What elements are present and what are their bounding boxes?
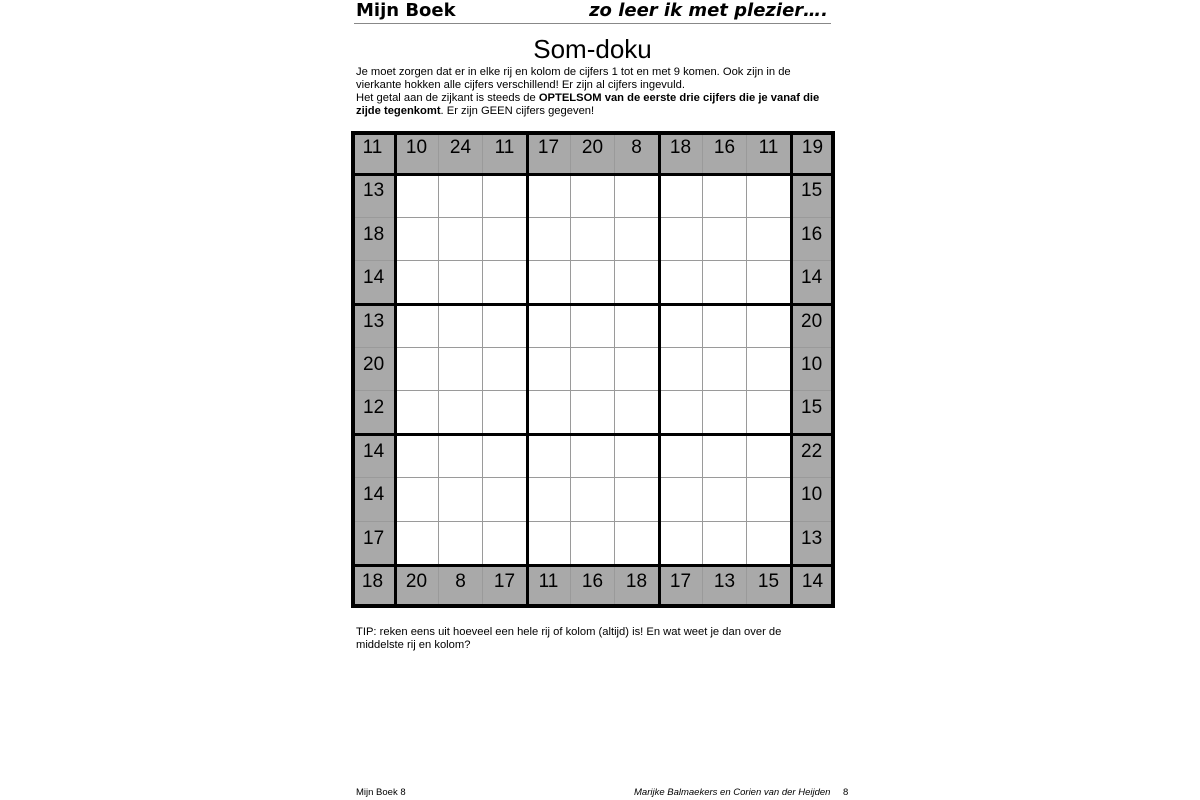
right-clue-value: 20 — [801, 310, 823, 332]
left-clue[interactable] — [351, 435, 395, 478]
sudoku-cell[interactable] — [703, 174, 747, 217]
sudoku-cell[interactable] — [703, 218, 747, 261]
left-clue[interactable] — [351, 261, 395, 304]
sudoku-cell[interactable] — [527, 435, 571, 478]
bottom-clue-value: 17 — [493, 571, 516, 592]
bottom-clue — [791, 565, 835, 608]
left-clue-value: 13 — [363, 180, 385, 202]
top-clue — [659, 131, 703, 174]
sudoku-cell[interactable] — [483, 435, 527, 478]
sudoku-cell[interactable] — [395, 391, 439, 434]
sudoku-cell[interactable] — [571, 391, 615, 434]
sudoku-cell[interactable] — [747, 435, 791, 478]
sudoku-cell[interactable] — [571, 348, 615, 391]
left-clue-value: 14 — [363, 440, 385, 462]
sudoku-cell[interactable] — [659, 478, 703, 521]
bottom-clue — [747, 565, 791, 608]
sudoku-cell[interactable] — [571, 218, 615, 261]
sudoku-cell[interactable] — [527, 478, 571, 521]
left-clue[interactable] — [351, 391, 395, 434]
grid-thick-line — [351, 173, 835, 176]
bottom-clue — [439, 565, 483, 608]
sudoku-cell[interactable] — [483, 522, 527, 565]
left-clue[interactable] — [351, 478, 395, 521]
bottom-clue-value: 18 — [361, 571, 384, 592]
sudoku-cell[interactable] — [615, 174, 659, 217]
right-clue[interactable] — [791, 391, 835, 434]
left-clue-value: 17 — [363, 527, 385, 549]
tip-text — [356, 626, 826, 652]
page-title: Som-doku — [533, 34, 652, 64]
sudoku-cell[interactable] — [747, 261, 791, 304]
right-clue[interactable] — [791, 261, 835, 304]
bottom-clue-value: 16 — [581, 571, 604, 592]
somdoku-grid — [351, 131, 835, 609]
sudoku-cell[interactable] — [527, 218, 571, 261]
tip-line-2: middelste rij en kolom? — [356, 639, 471, 651]
left-clue[interactable] — [351, 174, 395, 217]
top-clue — [395, 131, 439, 174]
top-clue-value: 11 — [362, 137, 383, 158]
left-clue[interactable] — [351, 348, 395, 391]
sudoku-cell[interactable] — [527, 305, 571, 348]
top-clue — [615, 131, 659, 174]
right-clue[interactable] — [791, 522, 835, 565]
sudoku-cell[interactable] — [395, 435, 439, 478]
sudoku-cell[interactable] — [703, 391, 747, 434]
sudoku-cell[interactable] — [439, 305, 483, 348]
sudoku-cell[interactable] — [483, 218, 527, 261]
right-clue-value: 16 — [801, 223, 823, 245]
right-clue[interactable] — [791, 218, 835, 261]
bottom-clue — [527, 565, 571, 608]
sudoku-cell[interactable] — [747, 478, 791, 521]
sudoku-cell[interactable] — [395, 478, 439, 521]
top-clue-value: 10 — [405, 137, 428, 158]
sudoku-cell[interactable] — [659, 435, 703, 478]
grid-thick-line — [351, 131, 835, 135]
bottom-clue — [659, 565, 703, 608]
grid-thick-line — [351, 433, 835, 436]
bottom-clue-value: 15 — [757, 571, 780, 592]
grid-thick-line — [351, 604, 835, 608]
right-clue-value: 13 — [801, 527, 823, 549]
left-clue[interactable] — [351, 305, 395, 348]
top-clue-value: 11 — [494, 137, 515, 158]
sudoku-cell[interactable] — [395, 348, 439, 391]
bottom-clue-value: 8 — [455, 571, 466, 592]
left-clue-value: 14 — [363, 267, 385, 289]
top-clue-value: 20 — [581, 137, 604, 158]
sudoku-cell[interactable] — [483, 261, 527, 304]
grid-thick-line — [351, 303, 835, 306]
right-clue-value: 15 — [801, 397, 823, 419]
sudoku-cell[interactable] — [659, 305, 703, 348]
sudoku-cell[interactable] — [483, 348, 527, 391]
sudoku-cell[interactable] — [439, 218, 483, 261]
bottom-clue-value: 18 — [625, 571, 648, 592]
right-clue[interactable] — [791, 174, 835, 217]
bottom-clue — [615, 565, 659, 608]
instructions-line-2: vierkante hokken alle cijfers verschillend! Er zijn al cijfers ingevuld. — [356, 79, 685, 91]
bottom-clue-value: 20 — [405, 571, 428, 592]
sudoku-cell[interactable] — [615, 478, 659, 521]
header-rule — [354, 23, 831, 24]
top-clue — [747, 131, 791, 174]
sudoku-cell[interactable] — [615, 218, 659, 261]
sudoku-cell[interactable] — [395, 305, 439, 348]
sudoku-cell[interactable] — [395, 522, 439, 565]
right-clue[interactable] — [791, 478, 835, 521]
top-clue — [703, 131, 747, 174]
instructions-post: . Er zijn GEEN cijfers gegeven! — [440, 105, 595, 117]
grid-thick-line — [658, 131, 661, 608]
sudoku-cell[interactable] — [483, 391, 527, 434]
bottom-clue-value: 14 — [801, 571, 824, 592]
sudoku-cell[interactable] — [571, 261, 615, 304]
footer-page-number: 8 — [843, 787, 849, 798]
bottom-clue-value: 11 — [538, 571, 559, 592]
sudoku-cell[interactable] — [615, 391, 659, 434]
left-clue-value: 18 — [363, 223, 385, 245]
sudoku-cell[interactable] — [395, 261, 439, 304]
top-clue — [571, 131, 615, 174]
sudoku-cell[interactable] — [615, 522, 659, 565]
right-clue-value: 15 — [801, 180, 823, 202]
left-clue[interactable] — [351, 218, 395, 261]
top-clue-value: 19 — [801, 137, 824, 158]
sudoku-cell[interactable] — [395, 218, 439, 261]
sudoku-cell[interactable] — [659, 174, 703, 217]
footer-book: Mijn Boek 8 — [356, 787, 406, 798]
left-clue-value: 12 — [363, 397, 385, 419]
sudoku-cell[interactable] — [659, 261, 703, 304]
sudoku-cell[interactable] — [747, 348, 791, 391]
sudoku-cell[interactable] — [659, 218, 703, 261]
grid-thick-line — [394, 131, 397, 608]
sudoku-cell[interactable] — [571, 522, 615, 565]
right-clue[interactable] — [791, 348, 835, 391]
grid-thick-line — [526, 131, 529, 608]
sudoku-cell[interactable] — [439, 348, 483, 391]
sudoku-cell[interactable] — [615, 435, 659, 478]
top-clue-value: 8 — [631, 137, 642, 158]
top-clue-value: 11 — [758, 137, 779, 158]
left-clue-value: 20 — [363, 354, 385, 375]
tip-line-1: TIP: reken eens uit hoeveel een hele rij of kolom (altijd) is! En wat weet je dan over de — [356, 626, 782, 638]
sudoku-cell[interactable] — [703, 435, 747, 478]
sudoku-cell[interactable] — [747, 522, 791, 565]
sudoku-cell[interactable] — [395, 174, 439, 217]
right-clue[interactable] — [791, 305, 835, 348]
left-clue-value: 13 — [363, 310, 385, 332]
sudoku-cell[interactable] — [439, 174, 483, 217]
sudoku-cell[interactable] — [659, 522, 703, 565]
sudoku-cell[interactable] — [659, 348, 703, 391]
top-clue — [483, 131, 527, 174]
instructions-pre: Het getal aan de zijkant is steeds de — [356, 92, 539, 104]
top-clue-value: 17 — [537, 137, 560, 158]
right-clue-value: 22 — [801, 440, 823, 462]
sudoku-cell[interactable] — [439, 261, 483, 304]
bottom-clue — [395, 565, 439, 608]
sudoku-cell[interactable] — [439, 435, 483, 478]
instructions-line-1: Je moet zorgen dat er in elke rij en kolom de cijfers 1 tot en met 9 komen. Ook zijn in de — [356, 66, 791, 78]
right-clue-value: 10 — [801, 484, 823, 506]
top-clue-value: 24 — [449, 137, 472, 158]
sudoku-cell[interactable] — [571, 435, 615, 478]
bottom-clue — [571, 565, 615, 608]
sudoku-cell[interactable] — [615, 348, 659, 391]
sudoku-cell[interactable] — [747, 174, 791, 217]
top-clue — [351, 131, 395, 174]
right-clue-value: 14 — [801, 267, 823, 289]
left-clue-value: 14 — [363, 484, 385, 506]
sudoku-cell[interactable] — [659, 391, 703, 434]
top-clue — [791, 131, 835, 174]
header-slogan: zo leer ik met plezier…. — [589, 0, 828, 21]
sudoku-cell[interactable] — [747, 218, 791, 261]
right-clue-value: 10 — [801, 354, 823, 375]
sudoku-cell[interactable] — [703, 348, 747, 391]
bottom-clue — [351, 565, 395, 608]
sudoku-cell[interactable] — [527, 174, 571, 217]
sudoku-cell[interactable] — [527, 391, 571, 434]
grid-thick-line — [790, 131, 793, 608]
sudoku-cell[interactable] — [439, 391, 483, 434]
bottom-clue — [483, 565, 527, 608]
sudoku-cell[interactable] — [571, 478, 615, 521]
sudoku-cell[interactable] — [439, 522, 483, 565]
sudoku-cell[interactable] — [747, 305, 791, 348]
sudoku-cell[interactable] — [527, 522, 571, 565]
instructions-bold: OPTELSOM van de eerste drie cijfers die je vanaf die zijde tegenkomt — [356, 92, 820, 117]
grid-thick-line — [351, 131, 355, 608]
sudoku-cell[interactable] — [571, 305, 615, 348]
sudoku-cell[interactable] — [747, 391, 791, 434]
sudoku-cell[interactable] — [703, 478, 747, 521]
sudoku-cell[interactable] — [483, 478, 527, 521]
sudoku-cell[interactable] — [703, 261, 747, 304]
left-clue[interactable] — [351, 522, 395, 565]
instructions — [356, 66, 826, 118]
bottom-clue — [703, 565, 747, 608]
sudoku-cell[interactable] — [527, 261, 571, 304]
top-clue-value: 18 — [669, 137, 692, 158]
sudoku-cell[interactable] — [615, 305, 659, 348]
grid-thick-line — [831, 131, 835, 608]
footer-authors: Marijke Balmaekers en Corien van der Heijden — [634, 787, 831, 798]
sudoku-cell[interactable] — [483, 174, 527, 217]
sudoku-cell[interactable] — [703, 522, 747, 565]
sudoku-cell[interactable] — [527, 348, 571, 391]
bottom-clue-value: 17 — [669, 571, 692, 592]
grid-thick-line — [351, 564, 835, 567]
top-clue-value: 16 — [713, 137, 736, 158]
bottom-clue-value: 13 — [713, 571, 736, 592]
sudoku-cell[interactable] — [439, 478, 483, 521]
top-clue — [527, 131, 571, 174]
header-book-title: Mijn Boek — [356, 0, 456, 21]
sudoku-cell[interactable] — [571, 174, 615, 217]
right-clue[interactable] — [791, 435, 835, 478]
sudoku-cell[interactable] — [703, 305, 747, 348]
sudoku-cell[interactable] — [615, 261, 659, 304]
sudoku-cell[interactable] — [483, 305, 527, 348]
top-clue — [439, 131, 483, 174]
instructions-line-3 — [356, 92, 826, 118]
